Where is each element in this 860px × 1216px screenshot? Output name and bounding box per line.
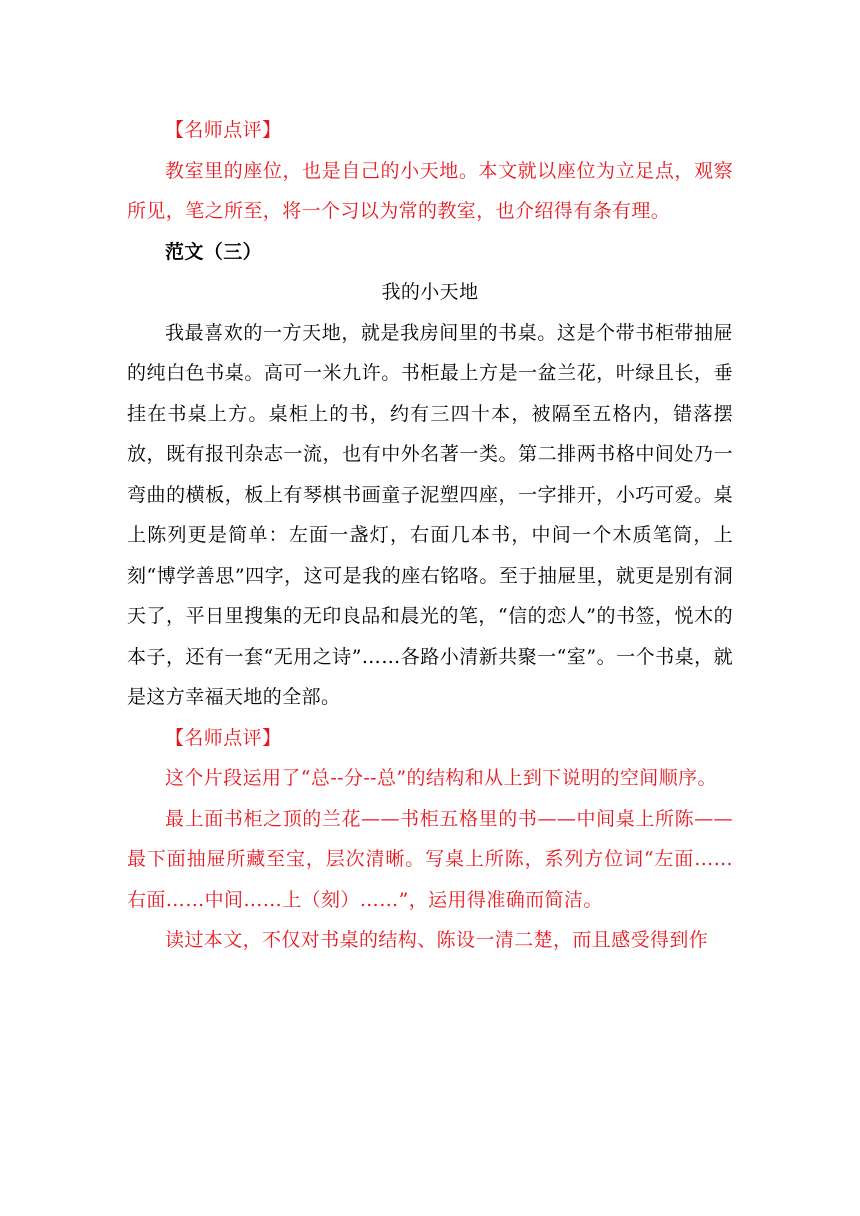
essay-title: 我的小天地 bbox=[381, 281, 479, 303]
teacher-comment-paragraph: 这个片段运用了“总--分--总”的结构和从上到下说明的空间顺序。 bbox=[165, 767, 717, 789]
teacher-comment-heading: 【名师点评】 bbox=[165, 119, 282, 141]
essay-body-paragraph: 我最喜欢的一方天地，就是我房间里的书桌。这是个带书柜带抽屉的纯白色书桌。高可一米九许。书柜最上方是一盆兰花，叶绿且长，垂挂在书桌上方。桌柜上的书，约有三四十本，被隔至五格内，错落摆放，既有报刊杂志一流，也有中外名著一类。第二排两书格中间处乃一弯曲的横板，板上有琴棋书画童子泥塑四座，一字排开，小巧可爱。桌上陈列更是简单：左面一盏灯，右面几本书，中间一个木质笔筒，上刻“博学善思”四字，这可是我的座右铭咯。至于抽屉里，就更是别有洞天了，平日里搜集的无印良品和晨光的笔，“信的恋人”的书签，悦木的本子，还有一套“无用之诗”……各路小清新共聚一“室”。一个书桌，就是这方幸福天地的全部。 bbox=[127, 321, 733, 708]
teacher-comment-paragraph: 最上面书柜之顶的兰花——书柜五格里的书——中间桌上所陈——最下面抽屉所藏至宝，层次清晰。写桌上所陈，系列方位词“左面……右面……中间……上（刻）……”，运用得准确而简洁。 bbox=[127, 807, 733, 911]
sample-essay-heading: 范文（三） bbox=[165, 240, 263, 263]
teacher-comment-paragraph: 读过本文，不仅对书桌的结构、陈设一清二楚，而且感受得到作 bbox=[165, 929, 709, 951]
document-content bbox=[127, 110, 733, 961]
teacher-comment-paragraph: 教室里的座位，也是自己的小天地。本文就以座位为立足点，观察所见，笔之所至，将一个习以为常的教室，也介绍得有条有理。 bbox=[127, 159, 733, 222]
teacher-comment-heading: 【名师点评】 bbox=[165, 726, 282, 749]
